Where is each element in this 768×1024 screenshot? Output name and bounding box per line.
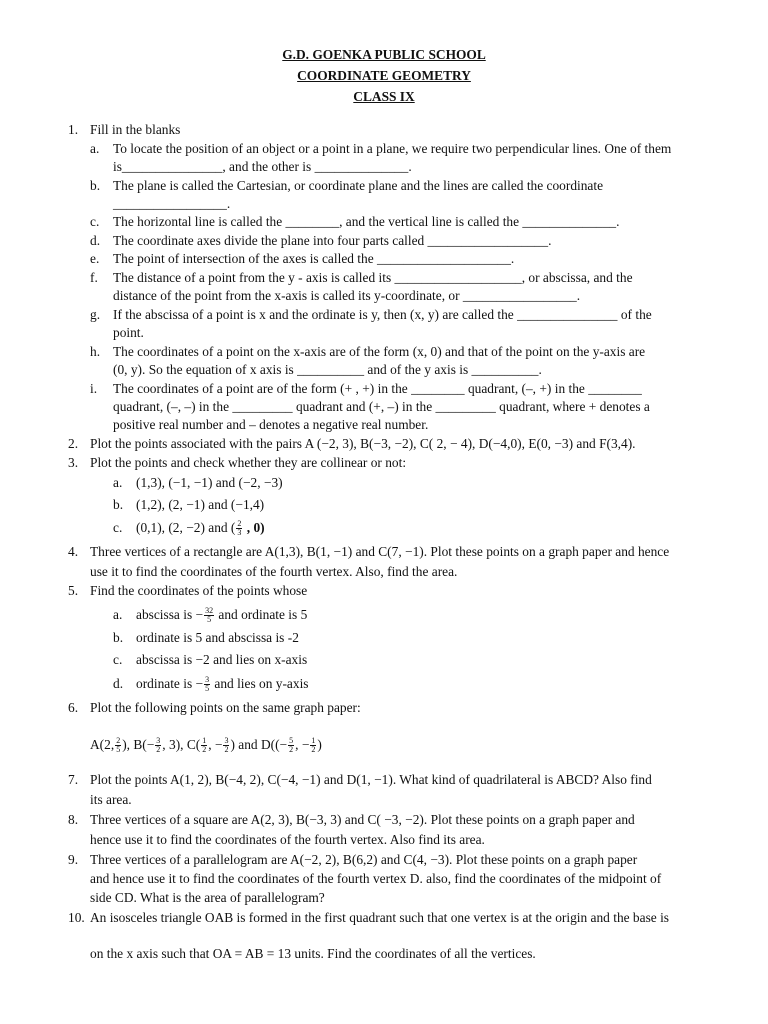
q9-line1: Three vertices of a parallelogram are A(−2, 2), B(6,2) and C(4, −3). Plot these points on a graph paper [90, 852, 638, 867]
fraction [288, 737, 294, 754]
q9-line3: side CD. What is the area of parallelogram? [90, 890, 325, 905]
fraction [310, 737, 316, 754]
q1e-line1: The point of intersection of the axes is called the ____________________. [113, 251, 515, 266]
q1g-line2: point. [113, 325, 144, 340]
fraction-numerator: 3 [156, 736, 161, 746]
q4-line1: Three vertices of a rectangle are A(1,3), B(1, −1) and C(7, −1). Plot these points on a graph paper and hence [90, 544, 670, 559]
q3c-pre: (0,1), (2, −2) and ( [136, 520, 236, 535]
q1-title: Fill in the blanks [90, 122, 181, 137]
q5a-pre: abscissa is − [136, 607, 204, 622]
q1c-label: c. [90, 214, 100, 229]
q1a-label: a. [90, 141, 100, 156]
q5a-label: a. [113, 607, 123, 622]
fraction-denominator: 2 [156, 745, 161, 755]
q1f-line2: distance of the point from the x-axis is called its y-coordinate, or _________________. [113, 288, 581, 303]
q1d-label: d. [90, 233, 101, 248]
q1-number: 1. [68, 122, 79, 137]
q8-number: 8. [68, 812, 79, 827]
q5b-label: b. [113, 630, 124, 645]
q1f-label: f. [90, 270, 98, 285]
q10-number: 10. [68, 910, 85, 925]
q1b-label: b. [90, 178, 101, 193]
q1a-line2: is_______________, and the other is ______________. [113, 159, 412, 174]
q8-line1: Three vertices of a square are A(2, 3), B(−3, 3) and C( −3, −2). Plot these points on a graph paper and [90, 812, 635, 827]
q1b-line2: _________________. [113, 196, 231, 211]
q5c-label: c. [113, 652, 123, 667]
fraction-numerator: 1 [202, 736, 207, 746]
q5d-text [136, 675, 309, 693]
q1i-line3: positive real number and – denotes a negative real number. [113, 417, 429, 432]
q6-text-part: ) [317, 737, 322, 752]
q3c-label: c. [113, 520, 123, 535]
fraction-denominator: 2 [202, 745, 207, 755]
fraction [201, 737, 207, 754]
q9-line2: and hence use it to find the coordinates of the fourth vertex D. also, find the coordinates of the midpoint of [90, 871, 662, 886]
class-title: CLASS IX [353, 89, 415, 104]
q6-text-part: , − [295, 737, 310, 752]
q5d-label: d. [113, 676, 124, 691]
q1d-line1: The coordinate axes divide the plane into four parts called __________________. [113, 233, 552, 248]
fraction-denominator: 5 [205, 684, 210, 694]
q1g-label: g. [90, 307, 101, 322]
q1a-line1: To locate the position of an object or a point in a plane, we require two perpendicular lines. One of them [113, 141, 672, 156]
q7-line2: its area. [90, 792, 132, 807]
q6-text-part: , 3), C( [162, 737, 201, 752]
q6-points [90, 736, 322, 754]
q5d-fraction [204, 676, 210, 693]
q1i-line1: The coordinates of a point are of the form (+ , +) in the ________ quadrant, (–, +) in the ________ [113, 381, 642, 396]
q8-line2: hence use it to find the coordinates of the fourth vertex. Also find its area. [90, 832, 485, 847]
q1f-line1: The distance of a point from the y - axis is called its ___________________, or abscissa, and the [113, 270, 633, 285]
q9-number: 9. [68, 852, 79, 867]
q5-number: 5. [68, 583, 79, 598]
q1h-label: h. [90, 344, 101, 359]
fraction [115, 737, 121, 754]
fraction-numerator: 3 [224, 736, 229, 746]
q1i-line2: quadrant, (–, –) in the _________ quadrant and (+, –) in the _________ quadrant, where + denotes a [113, 399, 650, 414]
q10-line1: An isosceles triangle OAB is formed in the first quadrant such that one vertex is at the origin and the base is [90, 910, 670, 925]
fraction-denominator: 3 [237, 528, 242, 538]
q3c-text [136, 519, 265, 537]
q3b-text: (1,2), (2, −1) and (−1,4) [136, 497, 265, 512]
fraction-denominator: 5 [116, 745, 121, 755]
q3a-label: a. [113, 475, 123, 490]
fraction-denominator: 2 [289, 745, 294, 755]
q1c-line1: The horizontal line is called the ________, and the vertical line is called the ______________. [113, 214, 620, 229]
q6-number: 6. [68, 700, 79, 715]
q1g-line1: If the abscissa of a point is x and the ordinate is y, then (x, y) are called the _______________ of the [113, 307, 652, 322]
q3c-fraction [236, 520, 242, 537]
q1h-line2: (0, y). So the equation of x axis is __________ and of the y axis is __________. [113, 362, 542, 377]
subject-title: COORDINATE GEOMETRY [297, 68, 471, 83]
q3-title: Plot the points and check whether they are collinear or not: [90, 455, 407, 470]
q1e-label: e. [90, 251, 100, 266]
q1h-line1: The coordinates of a point on the x-axis are of the form (x, 0) and that of the point on the y-axis are [113, 344, 646, 359]
fraction-numerator: 32 [205, 606, 214, 616]
q6-text-part: , − [208, 737, 223, 752]
q5c-text: abscissa is −2 and lies on x-axis [136, 652, 308, 667]
q3b-label: b. [113, 497, 124, 512]
fraction-denominator: 5 [207, 615, 212, 625]
q7-line1: Plot the points A(1, 2), B(−4, 2), C(−4, −1) and D(1, −1). What kind of quadrilateral is ABCD? Also find [90, 772, 652, 787]
q1i-label: i. [90, 381, 98, 396]
q6-title: Plot the following points on the same graph paper: [90, 700, 361, 715]
fraction-numerator: 1 [311, 736, 316, 746]
q5d-post: and lies on y-axis [211, 676, 309, 691]
q1b-line1: The plane is called the Cartesian, or coordinate plane and the lines are called the coordinate [113, 178, 604, 193]
q6-text-part: ) and D((− [230, 737, 288, 752]
q3c-post: , 0) [243, 520, 265, 535]
q6-text-part: ), B(− [122, 737, 155, 752]
fraction [155, 737, 161, 754]
q4-number: 4. [68, 544, 79, 559]
q5a-fraction [204, 607, 214, 624]
q10-line2: on the x axis such that OA = AB = 13 units. Find the coordinates of all the vertices. [90, 946, 536, 961]
q3-number: 3. [68, 455, 79, 470]
q5a-text [136, 606, 307, 624]
q4-line2: use it to find the coordinates of the fourth vertex. Also, find the area. [90, 564, 458, 579]
q5-title: Find the coordinates of the points whose [90, 583, 308, 598]
fraction-denominator: 2 [311, 745, 316, 755]
fraction-numerator: 2 [237, 519, 242, 529]
q2-text: Plot the points associated with the pairs A (−2, 3), B(−3, −2), C( 2, − 4), D(−4,0), E(0, −3) and F(3,4). [90, 436, 636, 451]
school-name: G.D. GOENKA PUBLIC SCHOOL [282, 47, 486, 62]
fraction-numerator: 3 [205, 675, 210, 685]
fraction-numerator: 2 [116, 736, 121, 746]
q2-number: 2. [68, 436, 79, 451]
q5d-pre: ordinate is − [136, 676, 204, 691]
q3a-text: (1,3), (−1, −1) and (−2, −3) [136, 475, 283, 490]
q7-number: 7. [68, 772, 79, 787]
fraction-numerator: 5 [289, 736, 294, 746]
q5a-post: and ordinate is 5 [215, 607, 308, 622]
q6-text-part: A(2, [90, 737, 115, 752]
fraction-denominator: 2 [224, 745, 229, 755]
q5b-text: ordinate is 5 and abscissa is -2 [136, 630, 299, 645]
fraction [223, 737, 229, 754]
